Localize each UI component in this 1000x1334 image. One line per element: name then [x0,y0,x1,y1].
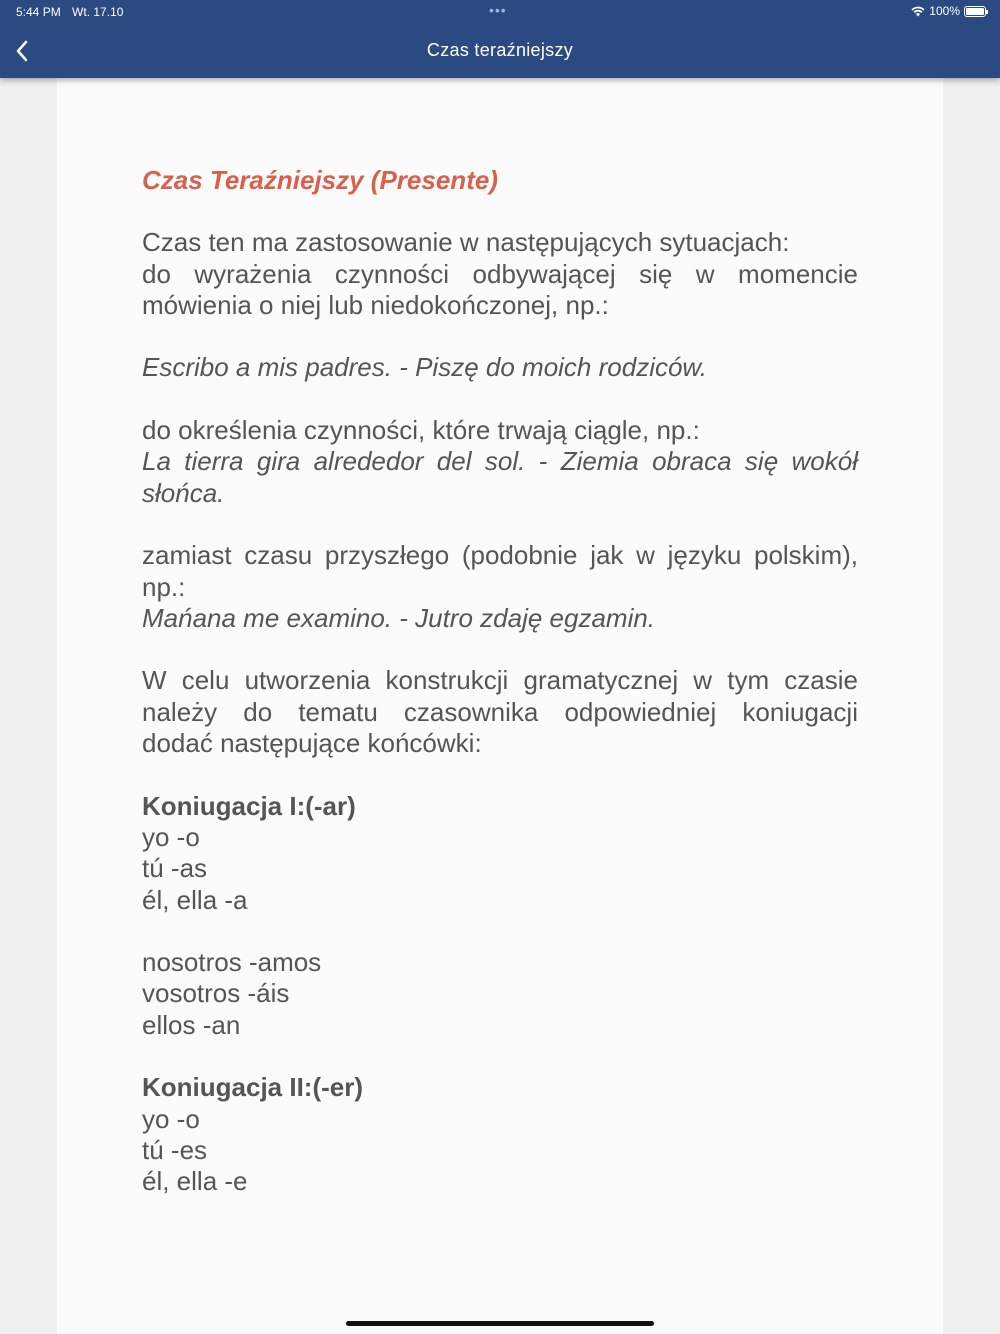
text-line: yo -o [142,821,200,852]
multitasking-dots-icon[interactable]: ••• [489,2,507,18]
text-line: np.: [142,571,186,602]
text-line: zamiast czasu przyszłego (podobnie jak w języku polskim), [142,540,858,571]
battery-icon [964,6,986,17]
status-bar-left [16,5,131,19]
status-bar-right [911,4,986,18]
text-line: dodać następujące końcówki: [142,728,482,759]
text-line: Koniugacja I:(-ar) [142,790,356,821]
paragraph [142,665,858,759]
text-line: W celu utworzenia konstrukcji gramatycznej w tym czasie [142,665,858,696]
text-line: mówienia o niej lub niedokończonej, np.: [142,289,609,320]
status-date: Wt. 17.10 [72,5,124,19]
paragraph [142,791,858,916]
home-indicator[interactable] [346,1321,654,1326]
text-line: do wyrażenia czynności odbywającej się w momencie [142,258,858,289]
paragraph [142,352,858,383]
text-line: słońca. [142,477,225,508]
wifi-icon [911,6,925,17]
battery-percent: 100% [929,4,960,18]
text-line: tú -as [142,853,208,884]
paragraph [142,540,858,634]
text-line: él, ella -e [142,1166,248,1197]
text-line: Czas ten ma zastosowanie w następujących sytuacjach: [142,227,790,258]
text-line: Koniugacja II:(-er) [142,1072,364,1103]
paragraph [142,1072,858,1197]
text-line: nosotros -amos [142,947,322,978]
text-line: Mańana me examino. - Jutro zdaję egzamin. [142,602,656,633]
text-line: yo -o [142,1103,200,1134]
paragraph [142,947,858,1041]
navigation-bar [0,0,1000,78]
text-line: Escribo a mis padres. - Piszę do moich rodziców. [142,352,707,383]
text-line: él, ella -a [142,884,248,915]
text-line: tú -es [142,1134,208,1165]
page-title: Czas teraźniejszy [426,40,574,60]
paragraph [142,227,858,321]
article [142,165,858,1229]
text-line: do określenia czynności, które trwają ciągle, np.: [142,415,700,446]
article-heading: Czas Teraźniejszy (Presente) [142,165,498,195]
text-line: vosotros -áis [142,978,290,1009]
text-line: La tierra gira alrededor del sol. - Ziemia obraca się wokół [142,446,858,477]
text-line: należy do tematu czasownika odpowiedniej koniugacji [142,696,858,727]
paragraph [142,415,858,509]
status-time: 5:44 PM [16,5,61,19]
text-line: ellos -an [142,1009,241,1040]
